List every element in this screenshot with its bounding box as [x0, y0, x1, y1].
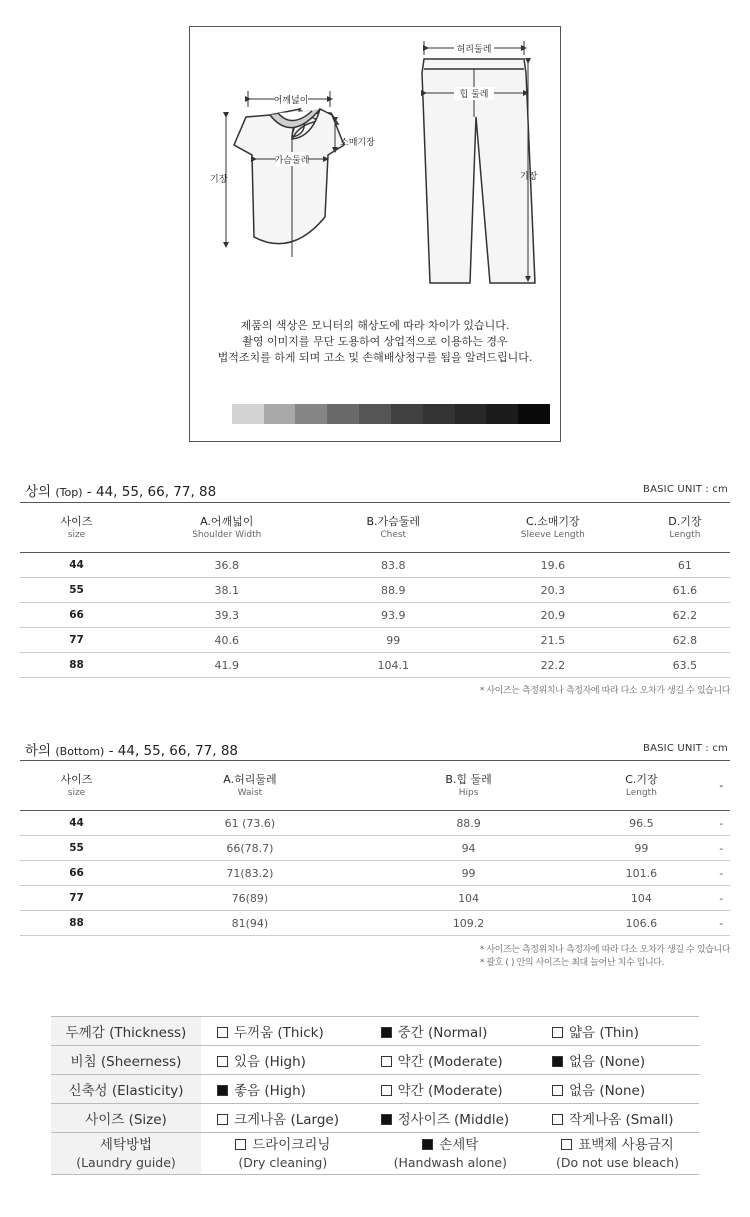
value-cell: 61	[640, 553, 730, 578]
attribute-option-text: 좋음 (High)	[234, 1083, 306, 1099]
attribute-row	[51, 1017, 699, 1046]
value-cell: 93.9	[321, 603, 466, 628]
checked-box-icon	[381, 1114, 392, 1125]
attribute-option	[365, 1046, 536, 1075]
size-cell: 44	[20, 553, 133, 578]
value-cell: 76(89)	[133, 886, 367, 911]
size-cell: 55	[20, 578, 133, 603]
column-header-en: Sleeve Length	[520, 529, 585, 540]
size-cell: 55	[20, 836, 133, 861]
size-cell: 88	[20, 653, 133, 678]
top-size-table	[20, 502, 730, 678]
value-cell: 36.8	[133, 553, 321, 578]
attribute-option	[201, 1104, 365, 1133]
attribute-option-text: 없음 (None)	[568, 1083, 646, 1099]
value-cell: 96.5	[570, 811, 712, 836]
checked-box-icon	[552, 1056, 563, 1067]
chest-label: 가슴둘레	[274, 156, 310, 166]
value-cell: 99	[321, 628, 466, 653]
value-cell: 99	[570, 836, 712, 861]
column-header	[570, 761, 712, 811]
table-row	[20, 653, 730, 678]
empty-box-icon	[217, 1056, 228, 1067]
column-header	[20, 761, 133, 811]
column-header	[321, 503, 466, 553]
bottom-footnotes	[480, 944, 730, 970]
notice-line-1: 제품의 색상은 모니터의 해상도에 따라 차이가 있습니다.	[240, 319, 510, 332]
attribute-option	[201, 1075, 365, 1104]
value-cell: -	[713, 861, 731, 886]
footnote-line: * 사이즈는 측정위치나 측정자에 따라 다소 오차가 생길 수 있습니다	[479, 945, 730, 955]
gray-swatch	[264, 404, 296, 424]
laundry-option	[201, 1133, 365, 1175]
laundry-option-en: (Do not use bleach)	[555, 1154, 680, 1170]
column-header	[713, 761, 731, 811]
empty-box-icon	[235, 1139, 246, 1150]
column-header	[20, 503, 133, 553]
waist-label: 허리둘레	[456, 45, 492, 55]
value-cell: 88.9	[321, 578, 466, 603]
shoulder-label: 어깨넓이	[273, 96, 309, 106]
value-cell: -	[713, 836, 731, 861]
value-cell: 38.1	[133, 578, 321, 603]
attribute-label: 사이즈 (Size)	[51, 1104, 201, 1133]
column-header-en: Length	[625, 787, 657, 798]
column-header-ko: C.소매기장	[525, 514, 580, 528]
attribute-option	[536, 1104, 699, 1133]
value-cell: 104.1	[321, 653, 466, 678]
value-cell: 109.2	[367, 911, 570, 936]
top-table-title: 상의 (Top) - 44, 55, 66, 77, 88	[25, 484, 217, 500]
top-footnotes	[480, 685, 730, 698]
attribute-option-text: 약간 (Moderate)	[397, 1054, 503, 1070]
value-cell: 21.5	[466, 628, 640, 653]
footnote-line: * 괄호 ( ) 안의 사이즈는 최대 늘어난 치수 입니다.	[479, 958, 665, 968]
column-header-en: Shoulder Width	[192, 529, 262, 540]
attribute-option	[365, 1104, 536, 1133]
empty-box-icon	[552, 1085, 563, 1096]
attribute-option-text: 있음 (High)	[234, 1054, 306, 1070]
empty-box-icon	[217, 1027, 228, 1038]
value-cell: 66(78.7)	[133, 836, 367, 861]
table-row	[20, 553, 730, 578]
column-header	[133, 503, 321, 553]
column-header-ko: D.기장	[668, 514, 702, 528]
sleeve-label: 소매기장	[340, 138, 375, 148]
size-cell: 66	[20, 861, 133, 886]
column-header-ko: B.힙 둘레	[445, 772, 492, 786]
size-cell: 77	[20, 886, 133, 911]
empty-box-icon	[217, 1114, 228, 1125]
column-header	[133, 761, 367, 811]
value-cell: 71(83.2)	[133, 861, 367, 886]
fabric-attributes-table	[51, 1016, 699, 1175]
value-cell: -	[713, 911, 731, 936]
value-cell: 99	[367, 861, 570, 886]
table-row	[20, 861, 730, 886]
size-cell: 66	[20, 603, 133, 628]
gray-swatch	[455, 404, 487, 424]
size-cell: 88	[20, 911, 133, 936]
attribute-option-text: 약간 (Moderate)	[397, 1083, 503, 1099]
value-cell: 104	[570, 886, 712, 911]
gray-swatch	[232, 404, 264, 424]
gray-swatch	[423, 404, 455, 424]
size-cell: 44	[20, 811, 133, 836]
laundry-option	[365, 1133, 536, 1175]
column-header-ko: -	[719, 779, 724, 792]
laundry-option-ko: 표백제 사용금지	[578, 1136, 674, 1153]
attribute-option	[536, 1046, 699, 1075]
value-cell: 101.6	[570, 861, 712, 886]
attribute-label: 두께감 (Thickness)	[51, 1017, 201, 1046]
laundry-row	[51, 1133, 699, 1175]
top-length-label: 기장	[210, 175, 228, 185]
bottom-length-label: 기장	[520, 172, 538, 182]
value-cell: 61.6	[640, 578, 730, 603]
gray-swatch	[327, 404, 359, 424]
value-cell: 88.9	[367, 811, 570, 836]
column-header-ko: 사이즈	[60, 514, 93, 528]
attribute-option	[365, 1017, 536, 1046]
size-cell: 77	[20, 628, 133, 653]
column-header-en: size	[67, 529, 86, 540]
attribute-label: 비침 (Sheerness)	[51, 1046, 201, 1075]
column-header-ko: C.기장	[625, 772, 658, 786]
column-header-en: Hips	[458, 787, 479, 798]
top-unit-label: BASIC UNIT : cm	[643, 484, 728, 495]
value-cell: 62.2	[640, 603, 730, 628]
gray-swatch	[359, 404, 391, 424]
value-cell: 104	[367, 886, 570, 911]
gray-swatch	[295, 404, 327, 424]
table-row	[20, 578, 730, 603]
checked-box-icon	[217, 1085, 228, 1096]
value-cell: -	[713, 811, 731, 836]
footnote-line: * 사이즈는 측정위치나 측정자에 따라 다소 오차가 생길 수 있습니다	[479, 686, 730, 696]
checked-box-icon	[422, 1139, 433, 1150]
empty-box-icon	[552, 1114, 563, 1125]
column-header-en: Chest	[380, 529, 407, 540]
checked-box-icon	[381, 1027, 392, 1038]
attribute-option	[536, 1017, 699, 1046]
column-header	[367, 761, 570, 811]
attribute-option-text: 얇음 (Thin)	[568, 1025, 640, 1041]
value-cell: 94	[367, 836, 570, 861]
column-header-ko: A.어깨넓이	[200, 514, 254, 528]
column-header-en: Waist	[237, 787, 263, 798]
bottom-size-table	[20, 760, 730, 936]
bottom-unit-label: BASIC UNIT : cm	[643, 743, 728, 754]
laundry-option-en: (Handwash alone)	[393, 1154, 507, 1170]
laundry-option-ko: 손세탁	[439, 1136, 479, 1153]
value-cell: 39.3	[133, 603, 321, 628]
value-cell: 22.2	[466, 653, 640, 678]
table-row	[20, 811, 730, 836]
attribute-row	[51, 1104, 699, 1133]
empty-box-icon	[552, 1027, 563, 1038]
laundry-option-ko: 드라이크리닝	[252, 1136, 331, 1153]
value-cell: 63.5	[640, 653, 730, 678]
column-header-en: size	[67, 787, 86, 798]
gray-swatch	[486, 404, 518, 424]
gray-swatch	[518, 404, 550, 424]
laundry-option	[536, 1133, 699, 1175]
value-cell: 83.8	[321, 553, 466, 578]
value-cell: 19.6	[466, 553, 640, 578]
table-row	[20, 911, 730, 936]
measurement-diagram	[189, 26, 561, 442]
value-cell: 62.8	[640, 628, 730, 653]
table-row	[20, 628, 730, 653]
laundry-option-ko-line	[201, 1137, 365, 1154]
gray-scale-bar	[200, 404, 550, 424]
bottom-table-title: 하의 (Bottom) - 44, 55, 66, 77, 88	[25, 743, 239, 759]
column-header-ko: A.허리둘레	[223, 772, 277, 786]
value-cell: 40.6	[133, 628, 321, 653]
hips-label: 힙 둘레	[459, 90, 489, 100]
attribute-option	[201, 1017, 365, 1046]
attribute-option-text: 작게나옴 (Small)	[568, 1112, 674, 1128]
table-row	[20, 836, 730, 861]
value-cell: 61 (73.6)	[133, 811, 367, 836]
empty-box-icon	[381, 1085, 392, 1096]
laundry-label-en: (Laundry guide)	[76, 1154, 176, 1170]
table-row	[20, 886, 730, 911]
empty-box-icon	[561, 1139, 572, 1150]
garment-illustration	[190, 27, 562, 443]
value-cell: 20.9	[466, 603, 640, 628]
gray-swatch	[391, 404, 423, 424]
column-header	[640, 503, 730, 553]
value-cell: 20.3	[466, 578, 640, 603]
attribute-label: 신축성 (Elasticity)	[51, 1075, 201, 1104]
attribute-option-text: 두꺼움 (Thick)	[234, 1025, 324, 1041]
value-cell: 41.9	[133, 653, 321, 678]
laundry-option-ko-line	[365, 1137, 536, 1154]
laundry-option-ko-line	[536, 1137, 699, 1154]
attribute-option-text: 중간 (Normal)	[397, 1025, 488, 1041]
column-header-en: Length	[669, 529, 701, 540]
column-header	[466, 503, 640, 553]
attribute-option	[201, 1046, 365, 1075]
gray-swatch	[200, 404, 232, 424]
column-header-ko: B.가슴둘레	[366, 514, 420, 528]
empty-box-icon	[381, 1056, 392, 1067]
value-cell: -	[713, 886, 731, 911]
attribute-row	[51, 1046, 699, 1075]
laundry-label-ko: 세탁방법	[99, 1136, 153, 1153]
attribute-option-text: 크게나옴 (Large)	[234, 1112, 339, 1128]
laundry-option-en: (Dry cleaning)	[238, 1154, 328, 1170]
table-row	[20, 603, 730, 628]
attribute-option-text: 정사이즈 (Middle)	[397, 1112, 510, 1128]
laundry-label	[51, 1133, 201, 1175]
notice-line-3: 법적조치를 하게 되며 고소 및 손해배상청구를 됨을 알려드립니다.	[217, 351, 533, 364]
attribute-option-text: 없음 (None)	[568, 1054, 646, 1070]
notice-line-2: 촬영 이미지를 무단 도용하여 상업적으로 이용하는 경우	[242, 335, 508, 348]
attribute-option	[365, 1075, 536, 1104]
attribute-option	[536, 1075, 699, 1104]
value-cell: 81(94)	[133, 911, 367, 936]
value-cell: 106.6	[570, 911, 712, 936]
attribute-row	[51, 1075, 699, 1104]
column-header-ko: 사이즈	[60, 772, 93, 786]
